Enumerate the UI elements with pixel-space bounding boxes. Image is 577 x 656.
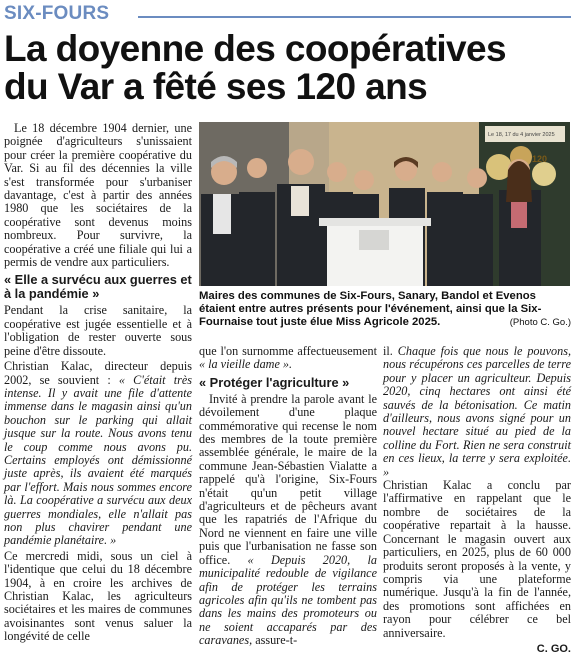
mayor-text: Invité à prendre la parole avant le dévoilement d'une plaque commémorative qui recense le nom des membres de la toute première assemblée générale, le maire de la commune Jean-Sébastien Vialatte a rappelé qu'à l'origine, Six-Fours n'était qu'un petit village d'agriculteurs et de pêcheurs avant que les rapatriés de l'Afrique du Nord ne viennent en faire une ville puis que l'urbanisation ne fasse son office. (199, 391, 377, 567)
headline-line-2: du Var a fêté ses 120 ans (4, 66, 428, 107)
paragraph-wednesday: Ce mercredi midi, sous un ciel à l'identique que celui du 18 décembre 1904, à en croire les archives de Christian Kalac, les agriculteurs sociétaires et les maires de communes avoisinantes sont venus saluer la longévité de celle (4, 548, 192, 644)
hectares-quote: Chaque fois que nous le pouvons, nous récupérons ces parcelles de terre pour y placer un agriculteur. Depuis 2020, cinq hectares ont ainsi été sauvés de la bétonisation. Ce matin d'ailleurs, nous avons signé pour un nouvel hectare situé au pied de la colline du Fort. Rien ne sera construit en ces lieux, la terre y sera exploitée. » (383, 344, 571, 479)
intro-paragraph: Le 18 décembre 1904 dernier, une poignée d'agriculteurs s'unissaient pour créer la première coopérative du Var. Si au fil des décennies la ville s'est transformée pour s'urbaniser davantage, c'est à partir des années 1980 que les sociétaires de la coopérative sont devenus moins nombreux. Pour survivre, la coopérative a créé une filiale qui lui a permis de vendre aux particuliers. (4, 121, 192, 270)
vieille-dame-text: que l'on surnomme affectueusement (199, 344, 377, 358)
kicker-rule (138, 16, 571, 18)
headline (4, 30, 572, 106)
paragraph-conclusion: Christian Kalac a conclu par l'affirmative en rappelant que le nombre de sociétaires de la coopérative repartait à la hausse. Concernant le magasin ouvert aux particuliers, en 2025, plus de 60 000 produits seront proposés à la vente, y compris via une plateforme numérique. Jusqu'à la fin de l'année, des promotions sont affichées en rayon pour célébrer ce bel anniversaire. (383, 478, 571, 640)
banner-text: Le 18, 17 du 4 janvier 2025 (488, 132, 555, 138)
cake-label: 120 (532, 154, 548, 164)
mayor-tail: assure-t- (252, 633, 298, 648)
subhead-protect-agriculture: « Protéger l'agriculture » (199, 374, 350, 390)
paragraph-kalac-quote (4, 360, 192, 548)
photo-caption (199, 290, 571, 329)
hectares-text: il. (383, 344, 398, 358)
headline-line-1: La doyenne des coopératives (4, 28, 506, 69)
kalac-intro: Christian Kalac, directeur depuis 2002, se souvient : (4, 359, 192, 387)
paragraph-vieille-dame (199, 345, 377, 372)
paragraph-hectares (383, 345, 571, 479)
author-signature: C. GO. (536, 642, 571, 655)
subhead-survived: « Elle a survécu aux guerres et à la pandémie » (4, 272, 192, 302)
paragraph-pandemic: Pendant la crise sanitaire, la coopérative est jugée essentielle et à l'obligation de rester ouverte sous peine d'être dissoute. (4, 303, 192, 358)
vieille-dame-quote: « la vieille dame ». (199, 357, 293, 372)
event-photo-illustration (199, 122, 570, 286)
section-kicker: SIX-FOURS (4, 3, 110, 24)
mayor-quote: « Depuis 2020, la municipalité redouble de vigilance afin de protéger les terrains agricoles afin qu'ils ne tombent pas dans les mains des promoteurs ou ne soient accaparés par des caravanes, (199, 552, 377, 648)
column-middle (199, 345, 377, 648)
column-left (4, 122, 192, 646)
photo-credit: (Photo C. Go.) (509, 317, 571, 328)
paragraph-mayor (199, 393, 377, 648)
event-photo (199, 122, 570, 286)
kalac-quote: « C'était très intense. Il y avait une file d'attente immense dans le magasin ainsi qu'un bouchon sur le parking qui allait jusque sur la route. Nous avons tenu le coup comme nous avons pu. Certains employés ont démissionné juste après, ils avaient été marqués par l'effort. Mais nous sommes encore là. La coopérative a survécu aux deux guerres mondiales, elle n'allait pas non plus chavirer pendant une pandémie planétaire. » (4, 372, 192, 548)
column-right (383, 345, 571, 656)
lectern (327, 220, 423, 286)
caption-text: Maires des communes de Six-Fours, Sanary, Bandol et Evenos étaient entre autres présents pour l'événement, ainsi que la Six-Fournaise tout juste élue Miss Agricole 2025. (199, 290, 542, 328)
